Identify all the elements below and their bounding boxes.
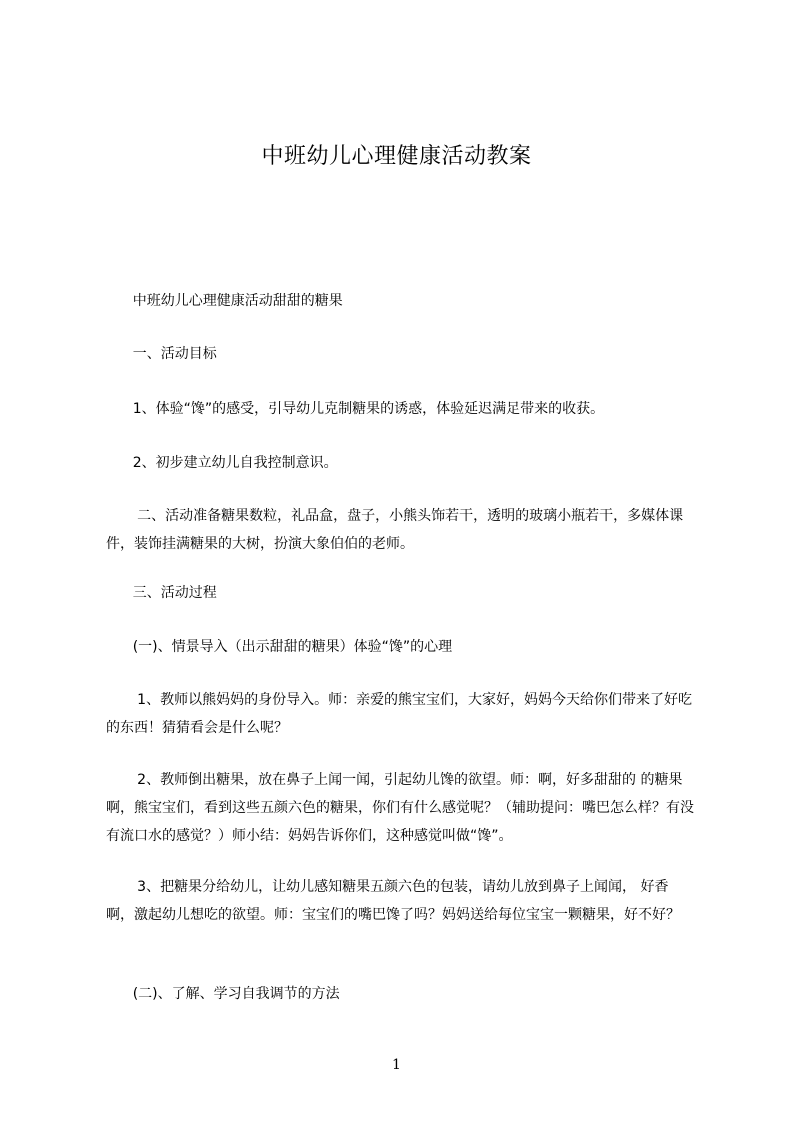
paragraph-step-1: 1、教师以熊妈妈的身份导入。师：亲爱的熊宝宝们，大家好，妈妈今天给你们带来了好吃的东西！猜猜看会是什么呢？ [106,692,693,736]
paragraph-section-process: 三、活动过程 [106,585,217,601]
paragraph-step-3: 3、把糖果分给幼儿，让幼儿感知糖果五颜六色的包装，请幼儿放到鼻子上闻闻， 好香啊，激起幼儿想吃的欲望。师：宝宝们的嘴巴馋了吗？妈妈送给每位宝宝一颗糖果，好不好？ [106,879,680,923]
paragraph-section-goals: 一、活动目标 [106,346,217,362]
paragraph-step-two-heading: (二)、了解、学习自我调节的方法 [106,986,340,1002]
paragraph-subtitle: 中班幼儿心理健康活动甜甜的糖果 [106,293,343,309]
document-title: 中班幼儿心理健康活动教案 [261,144,532,169]
page-number: 1 [392,1057,401,1073]
paragraph-step-2: 2、教师倒出糖果，放在鼻子上闻一闻，引起幼儿馋的欲望。师：啊，好多甜甜的 的糖果啊，熊宝宝们，看到这些五颜六色的糖果，你们有什么感觉呢？（辅助提问：嘴巴怎么样？有没有流口水的感觉？）师小结：妈妈告诉你们，这种感觉叫做“馋”。 [106,772,694,844]
paragraph-goal-1: 1、体验“馋”的感受，引导幼儿克制糖果的诱惑，体验延迟满足带来的收获。 [106,401,605,417]
paragraph-goal-2: 2、初步建立幼儿自我控制意识。 [106,455,338,471]
paragraph-preparation: 二、活动准备糖果数粒，礼品盒，盘子，小熊头饰若干，透明的玻璃小瓶若干，多媒体课件，装饰挂满糖果的大树，扮演大象伯伯的老师。 [106,508,684,552]
paragraph-step-one-heading: (一)、情景导入（出示甜甜的糖果）体验“馋”的心理 [106,639,453,655]
